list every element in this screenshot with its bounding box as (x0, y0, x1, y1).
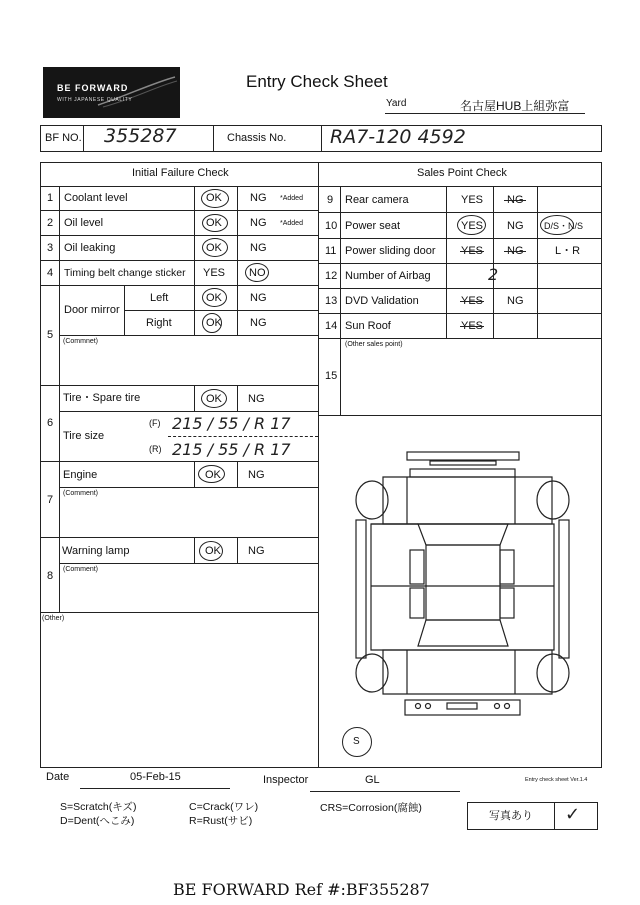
row-number: 13 (325, 295, 338, 307)
engine-label: Engine (63, 469, 98, 481)
row-number: 7 (47, 494, 54, 506)
yard-underline (385, 113, 585, 114)
front-tire-value: 215 / 55 / R 17 (172, 414, 291, 433)
rear-tire-value: 215 / 55 / R 17 (172, 440, 291, 459)
sliding-door-label: Power sliding door (345, 245, 436, 257)
spare-tire-label: Tire・Spare tire (63, 392, 141, 404)
circle-mark (457, 215, 486, 235)
other-label: (Other) (42, 615, 65, 622)
ok-column-rule (194, 186, 195, 335)
row-rule (318, 238, 602, 239)
strike-mark (460, 301, 484, 302)
sliding-door-side: L・R (555, 245, 581, 257)
row-rule (318, 212, 602, 213)
row-rule (40, 210, 318, 211)
extra-column-rule (537, 186, 538, 338)
coolant-ng: NG (250, 192, 267, 204)
company-logo (43, 67, 180, 118)
rear-tire-underline (168, 461, 318, 462)
sun-roof-label: Sun Roof (345, 320, 391, 332)
circle-mark (202, 238, 228, 257)
door-mirror-label: Door mirror (64, 304, 120, 316)
row-rule (59, 411, 318, 412)
row-number: 1 (47, 192, 54, 204)
date-label: Date (46, 771, 70, 783)
ng-column-rule (237, 385, 238, 411)
circle-mark (198, 465, 225, 483)
front-tire-underline (168, 436, 318, 437)
sliding-door-ng: NG (507, 245, 524, 257)
photo-check-icon: ✓ (565, 804, 581, 825)
dvd-yes: YES (461, 295, 484, 307)
rear-camera-ng: NG (507, 194, 524, 206)
yes-column-rule (446, 186, 447, 338)
rear-camera-yes: YES (461, 194, 484, 206)
oil-level-ok: OK (206, 217, 222, 229)
inspector-underline (310, 791, 460, 792)
circle-mark (199, 541, 223, 561)
rear-tag: (R) (149, 444, 162, 454)
circle-mark (201, 389, 227, 408)
divider (83, 125, 84, 152)
engine-ok: OK (205, 469, 221, 481)
warning-lamp-ok: OK (205, 545, 221, 557)
inspector-label: Inspector (263, 774, 309, 786)
bf-value: 355287 (104, 125, 177, 147)
ok-column-rule (194, 385, 195, 411)
mirror-right-ng: NG (250, 317, 267, 329)
mirror-right-label: Right (146, 317, 172, 329)
ng-column-rule (493, 186, 494, 338)
timing-belt-no: NO (249, 267, 266, 279)
circle-mark (540, 215, 574, 235)
row-rule (59, 563, 318, 564)
divider (321, 125, 322, 152)
warning-comment-label: (Comment) (63, 566, 99, 573)
row-number: 3 (47, 242, 54, 254)
row-number: 11 (325, 245, 337, 257)
coolant-note: *Added (280, 195, 303, 202)
power-seat-ng: NG (507, 220, 524, 232)
row-number: 2 (47, 217, 54, 229)
ok-column-rule (194, 461, 195, 487)
power-seat-yes: YES (461, 220, 484, 232)
chassis-value: RA7-120 4592 (330, 126, 466, 148)
row-rule (40, 385, 318, 386)
sliding-door-yes: YES (461, 245, 484, 257)
mirror-label-rule (124, 285, 125, 335)
row-number: 5 (47, 329, 54, 341)
legend-corrosion: CRS=Corrosion(腐蝕) (320, 802, 422, 814)
bf-label: BF NO. (45, 132, 82, 144)
oil-leaking-ok: OK (206, 242, 222, 254)
photo-label: 写真あり (489, 810, 533, 822)
row-number: 4 (47, 267, 54, 279)
legend-scratch: S=Scratch(キズ) (60, 801, 137, 813)
yard-label: Yard (386, 98, 407, 109)
photo-divider (554, 802, 555, 830)
date-value: 05-Feb-15 (130, 771, 181, 783)
circle-mark (202, 214, 228, 232)
date-underline (80, 788, 230, 789)
row-number: 6 (47, 417, 54, 429)
yard-value: 名古屋HUB上組弥富 (460, 99, 570, 113)
row-rule (40, 235, 318, 236)
spare-tire-ng: NG (248, 393, 265, 405)
mirror-left-ng: NG (250, 292, 267, 304)
other-sales-label: (Other sales point) (345, 341, 403, 348)
inspector-value: GL (365, 774, 380, 786)
oil-level-label: Oil level (64, 217, 104, 229)
engine-ng: NG (248, 469, 265, 481)
row-number: 10 (325, 220, 338, 232)
page-title: Entry Check Sheet (246, 72, 388, 91)
mirror-left-ok: OK (206, 292, 222, 304)
strike-mark (504, 251, 526, 252)
legend-rust: R=Rust(サビ) (189, 815, 253, 827)
row-rule (318, 263, 602, 264)
sales-heading: Sales Point Check (417, 167, 507, 179)
ng-column-rule (237, 537, 238, 563)
chassis-label: Chassis No. (227, 132, 287, 144)
row-rule (40, 260, 318, 261)
divider (213, 125, 214, 152)
strike-mark (460, 251, 484, 252)
engine-comment-label: (Comment) (63, 490, 99, 497)
ng-column-rule (237, 186, 238, 335)
oil-leaking-ng: NG (250, 242, 267, 254)
coolant-label: Coolant level (64, 192, 128, 204)
tire-size-label: Tire size (63, 430, 105, 442)
power-seat-side: D/S・N/S (544, 221, 584, 231)
legend-crack: C=Crack(ワレ) (189, 801, 259, 813)
car-body-diagram (350, 450, 575, 720)
circle-mark (202, 288, 227, 307)
strike-mark (460, 326, 484, 327)
row-rule (59, 487, 318, 488)
row-rule (40, 612, 318, 613)
dvd-ng: NG (507, 295, 524, 307)
logo-brand: BE FORWARD (57, 83, 129, 93)
power-seat-label: Power seat (345, 220, 401, 232)
row-rule (59, 335, 318, 336)
row-number: 8 (47, 570, 54, 582)
row-rule (124, 310, 318, 311)
strike-mark (504, 200, 526, 201)
timing-belt-yes: YES (203, 267, 226, 279)
initial-heading: Initial Failure Check (132, 167, 229, 179)
timing-belt-label: Timing belt change sticker (64, 267, 186, 279)
ng-column-rule (237, 461, 238, 487)
oil-leaking-label: Oil leaking (64, 242, 116, 254)
row-number: 9 (327, 194, 334, 206)
circle-mark (201, 189, 229, 208)
logo-tagline: WITH JAPANESE QUALITY (57, 97, 133, 103)
row-rule (40, 537, 318, 538)
row-rule (318, 338, 602, 339)
coolant-ok: OK (206, 192, 222, 204)
sun-roof-yes: YES (461, 320, 484, 332)
ok-column-rule (194, 537, 195, 563)
row-number: 12 (325, 270, 338, 282)
row-number: 14 (325, 320, 338, 332)
reference-number: BE FORWARD Ref #:BF355287 (173, 880, 430, 899)
oil-level-note: *Added (280, 220, 303, 227)
warning-lamp-label: Warning lamp (62, 545, 130, 557)
mirror-right-ok: OK (206, 317, 222, 329)
legend-dent: D=Dent(へこみ) (60, 815, 135, 827)
mirror-comment-label: (Commnet) (63, 338, 99, 345)
rear-camera-label: Rear camera (345, 194, 409, 206)
airbag-value: 2 (488, 265, 499, 284)
oil-level-ng: NG (250, 217, 267, 229)
front-tag: (F) (149, 418, 161, 428)
row-number: 15 (325, 370, 338, 382)
row-rule (318, 415, 602, 416)
sheet-version: Entry check sheet Ver.1.4 (525, 777, 588, 783)
column-divider (318, 162, 319, 768)
row-rule (318, 288, 602, 289)
mirror-left-label: Left (150, 292, 169, 304)
circle-mark (202, 313, 222, 333)
airbag-label: Number of Airbag (345, 270, 431, 282)
circle-mark (245, 263, 269, 282)
row-rule (318, 313, 602, 314)
dvd-label: DVD Validation (345, 295, 419, 307)
warning-lamp-ng: NG (248, 545, 265, 557)
number-column-rule (340, 186, 341, 415)
row-rule (40, 285, 318, 286)
number-column-rule (59, 186, 60, 612)
diagram-marker-label: S (353, 736, 360, 747)
heading-rule (40, 186, 602, 187)
spare-tire-ok: OK (206, 393, 222, 405)
